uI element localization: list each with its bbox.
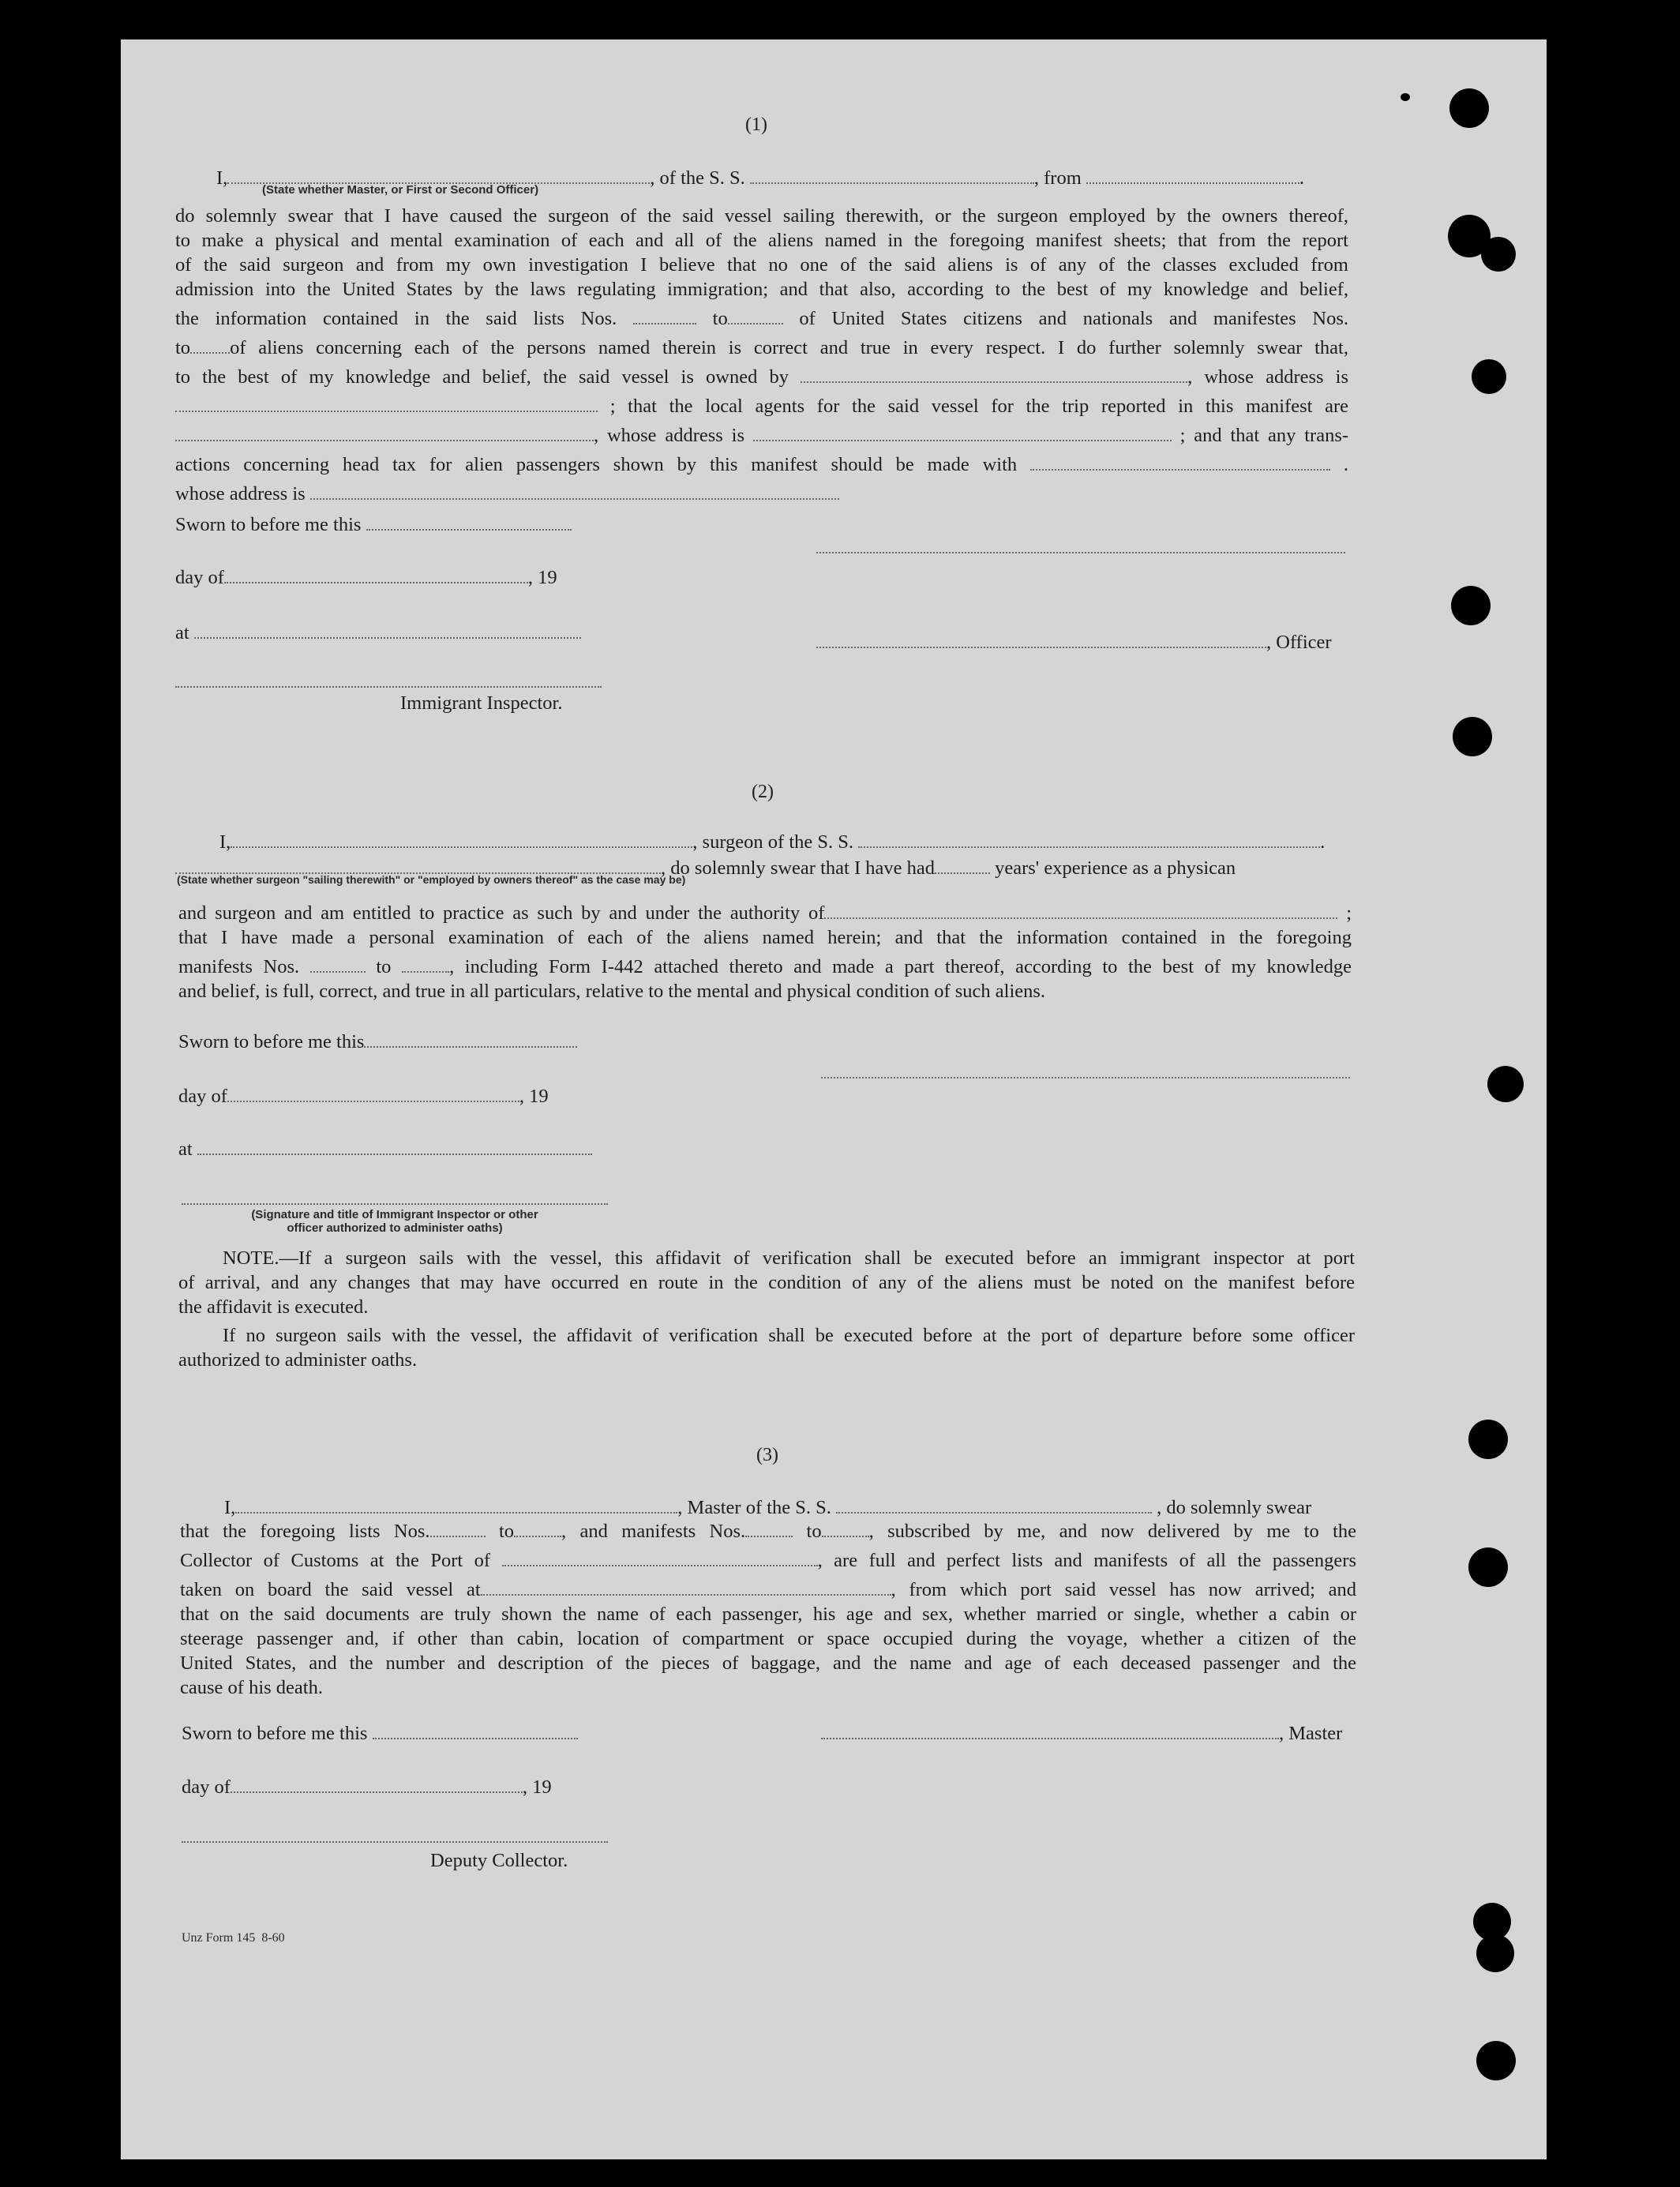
owner-address-blank[interactable] [175,389,598,412]
day-month-blank[interactable] [227,1079,519,1102]
master-row: Collector of Customs at the Port of , are full and perfect lists and manifests of all the passengers [180,1544,1356,1573]
officer-sign-blank[interactable] [816,625,1266,648]
surgeon-row: manifests Nos. to , including Form I-442 attached thereto and made a part thereof, according to the best of my knowledge [178,950,1352,979]
inspector-label: Immigrant Inspector. [400,692,563,714]
owner-blank[interactable] [801,360,1187,383]
inspector-signature-line[interactable] [182,1202,608,1205]
section-number: (1) [745,114,767,135]
oath-paragraph [175,204,1348,506]
master-row: that on the said documents are truly shown the name of each passenger, his age and sex, whether married or single, whether a cabin or [180,1603,1356,1625]
oath-row: to the best of my knowledge and belief, the said vessel is owned by , whose address is [175,360,1348,389]
sworn-day-blank[interactable] [366,508,572,531]
surgeon-vessel-blank[interactable] [858,825,1320,848]
surgeon-note: (State whether surgeon "sailing therewith" or "employed by owners thereof" as the case may be) [177,873,686,886]
at-place-blank[interactable] [194,616,581,639]
master-row: taken on board the said vessel at , from which port said vessel has now arrived; and [180,1573,1356,1602]
master-sign-line: , Master [821,1716,1342,1742]
agents-blank[interactable] [175,418,594,441]
list-from-blank[interactable] [633,302,696,324]
manifest-from-blank[interactable] [310,950,366,973]
punch-hole [1449,88,1489,128]
surgeon-type-blank[interactable] [175,851,661,874]
section-number: (3) [756,1445,778,1465]
oath-row: ; that the local agents for the said vessel for the trip reported in this manifest are [175,389,1348,418]
punch-hole [1453,717,1492,756]
officer-note: (State whether Master, or First or Second Officer) [262,183,539,197]
day-line: day of , 19 [178,1079,549,1105]
punch-hole [1472,359,1506,394]
customs-port-blank[interactable] [502,1544,818,1566]
master-name-blank[interactable] [235,1491,677,1514]
oath-row: whose address is [175,477,1348,506]
lists-from-blank[interactable] [430,1514,486,1537]
from-port-blank[interactable] [1086,161,1299,184]
sworn-line: Sworn to before me this [175,508,572,534]
day-line: day of , 19 [175,561,557,587]
day-month-blank[interactable] [231,1770,523,1793]
master-sign-blank[interactable] [821,1716,1279,1739]
manifests-from-blank[interactable] [745,1514,793,1537]
inspector-signature-line[interactable] [175,685,602,688]
master-paragraph [180,1514,1356,1700]
day-month-blank[interactable] [224,561,528,583]
form-id: Unz Form 145 8-60 [182,1931,285,1945]
surgeon-swear-line: , do solemnly swear that I have had years' experience as a physican [175,851,1236,877]
deputy-label: Deputy Collector. [430,1850,568,1871]
punch-hole [1481,237,1516,272]
note-paragraph [178,1323,1355,1372]
sworn-day-blank[interactable] [373,1716,578,1739]
surgeon-row: and belief, is full, correct, and true in all particulars, relative to the mental and physical condition of such aliens. [178,980,1046,1002]
at-place-blank[interactable] [197,1132,592,1155]
master-line: I, , Master of the S. S. , do solemnly swear [224,1491,1311,1517]
oath-row: actions concerning head tax for alien passengers shown by this manifest should be made with . [175,448,1348,477]
note-row: If no surgeon sails with the vessel, the affidavit of verification shall be executed before at the port of departure before some officer [223,1325,1355,1346]
surgeon-name-blank[interactable] [231,825,692,848]
list-to-blank[interactable] [728,302,783,324]
surgeon-row: that I have made a personal examination of each of the aliens named herein; and that the information contained in the foregoing [178,926,1352,948]
note-row: the affidavit is executed. [178,1296,369,1318]
punch-hole [1476,2041,1516,2080]
note-row: of arrival, and any changes that may have occurred en route in the condition of any of the aliens must be noted on the manifest before [178,1272,1355,1293]
master-row: that the foregoing lists Nos. to , and manifests Nos. to , subscribed by me, and now delivered by me to the [180,1514,1356,1544]
manifests-to-blank[interactable] [822,1514,869,1537]
lists-to-blank[interactable] [514,1514,561,1537]
signature-note: (Signature and title of Immigrant Inspector or other officer authorized to administer oaths) [251,1208,538,1235]
oath-row: to of aliens concerning each of the persons named therein is correct and true in every respect. I do further solemnly swear that, [175,331,1348,360]
sworn-line: Sworn to before me this [182,1716,578,1742]
surgeon-paragraph [178,896,1352,1003]
oath-row: , whose address is ; and that any trans- [175,418,1348,448]
oath-row: to make a physical and mental examination of each and all of the aliens named in the foregoing manifest sheets; that from the report [175,230,1348,251]
oath-row: of the said surgeon and from my own investigation I believe that no one of the said aliens is of any of the classes excluded from [175,254,1348,276]
at-line: at [175,616,581,642]
head-tax-blank[interactable] [1030,448,1330,471]
punch-hole [1451,586,1491,625]
surgeon-row: and surgeon and am entitled to practice as such by and under the authority of ; [178,896,1352,925]
officer-signature-line[interactable] [816,550,1345,553]
agents-address-blank[interactable] [753,418,1172,441]
surgeon-signature-line[interactable] [821,1075,1350,1078]
head-tax-address-blank[interactable] [310,477,839,500]
master-row: United States, and the number and description of the pieces of baggage, and the name and age of each deceased passenger and the [180,1652,1356,1674]
sworn-line: Sworn to before me this [178,1025,577,1051]
section-number: (2) [752,782,774,802]
punch-hole [1468,1420,1508,1459]
manifest-to-blank[interactable] [402,950,449,973]
oath-row: do solemnly swear that I have caused the surgeon of the said vessel sailing therewith, or the surgeon employed by the owners thereof, [175,205,1348,227]
years-blank[interactable] [935,851,990,874]
master-row: cause of his death. [180,1676,323,1698]
note-paragraph [178,1246,1355,1319]
oath-row: admission into the United States by the laws regulating immigration; and that also, according to the best of my knowledge and belief, [175,279,1348,300]
sworn-day-blank[interactable] [364,1025,577,1048]
manifest-to-blank[interactable] [190,331,230,354]
day-line: day of , 19 [182,1770,552,1796]
authority-blank[interactable] [824,896,1337,919]
note-row: authorized to administer oaths. [178,1349,418,1371]
master-row: steerage passenger and, if other than cabin, location of compartment or space occupied during the voyage, whether a citizen of the [180,1627,1356,1649]
vessel-name-blank[interactable] [750,161,1034,184]
surgeon-line: I, , surgeon of the S. S. . [219,825,1325,851]
master-vessel-blank[interactable] [836,1491,1152,1514]
officer-name-blank[interactable] [227,161,650,184]
collector-signature-line[interactable] [182,1840,608,1843]
boarding-port-blank[interactable] [481,1573,891,1596]
oath-row: the information contained in the said lists Nos. to of United States citizens and nationals and manifestes Nos. [175,302,1348,331]
punch-hole [1476,1934,1514,1972]
at-line: at [178,1132,592,1158]
punch-hole [1401,93,1410,101]
officer-line: I, , of the S. S. , from . [216,161,1348,187]
note-row: NOTE.—If a surgeon sails with the vessel, this affidavit of verification shall be executed before an immigrant inspector at port [223,1247,1355,1269]
officer-sign-line: , Officer [816,625,1332,651]
punch-hole [1468,1547,1508,1587]
punch-hole [1487,1066,1524,1102]
